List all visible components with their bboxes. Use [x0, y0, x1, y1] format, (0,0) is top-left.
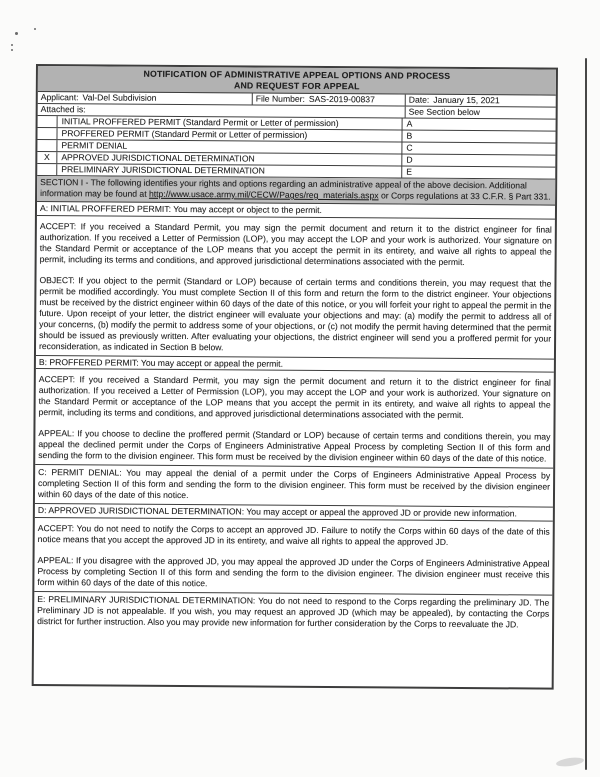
- section1-header: [37, 176, 555, 205]
- option-code-c: C: [406, 142, 413, 153]
- form-title: [38, 66, 556, 96]
- option-label-d: APPROVED JURISDICTIONAL DETERMINATION: [57, 152, 402, 165]
- section-d-accept: ACCEPT: You do not need to notify the Corps to accept an approved JD. Failure to notify the Corps within 60 days of the date of this notice means that you accept the approved JD in its entirety, and waive all rights to appeal the approved JD.: [37, 523, 550, 548]
- section-a-body: [36, 216, 555, 360]
- attached-note: See Section below: [408, 106, 480, 118]
- applicant-cell: [38, 92, 253, 105]
- option-checkbox-b: [37, 128, 57, 139]
- option-checkbox-d-marked: X: [37, 152, 57, 163]
- section1-text-pre: SECTION I - The following identifies your rights and options regarding an administrative appeal of the above decision. Additional information may be found at: [40, 177, 527, 199]
- section-d-heading: D: APPROVED JURISDICTIONAL DETERMINATION: You may accept or appeal the approved JD or provide new information.: [35, 504, 553, 521]
- scan-smudge: [556, 756, 585, 768]
- section-e: [34, 592, 552, 634]
- option-label-e: PRELIMINARY JURISDICTIONAL DETERMINATION: [57, 164, 402, 177]
- applicant-value: Val-Del Subdivision: [82, 92, 157, 104]
- option-checkbox-a: [38, 116, 58, 127]
- section-a-heading: A: INITIAL PROFFERED PERMIT: You may accept or object to the permit.: [37, 202, 555, 219]
- section1-text-post: or Corps regulations at 33 C.F.R. § Part 331.: [378, 190, 551, 202]
- section-b-heading: B: PROFFERED PERMIT: You may accept or appeal the permit.: [36, 356, 554, 373]
- form-title-line2: AND REQUEST FOR APPEAL: [233, 79, 360, 91]
- option-code-b: B: [406, 130, 413, 141]
- file-number-cell: [253, 94, 406, 106]
- form-title-line1: NOTIFICATION OF ADMINISTRATIVE APPEAL OPTIONS AND PROCESS: [143, 68, 451, 81]
- section-d-body: [34, 518, 553, 596]
- attached-label: Attached is:: [38, 104, 406, 118]
- option-label-b: PROFFERED PERMIT (Standard Permit or Letter of permission): [57, 128, 402, 141]
- scan-artifact-dot: [11, 49, 13, 51]
- file-number-value: SAS-2019-00837: [308, 94, 375, 105]
- section-c: [35, 465, 553, 508]
- section-a-object: OBJECT: If you object to the permit (Standard or LOP) because of certain terms and conditions therein, you may request that the permit be modified accordingly. You must complete Section II of this form and return the form to the district engineer. Your objections must be received by the district engineer within 60 days of the date of this notice, or you will forfeit your right to appeal the permit in the future. Upon receipt of your letter, the district engineer will evaluate your objections and may: (a) modify the permit to address all of your concerns, (b) modify the permit to address some of your objections, or (c) not modify the permit having determined that the permit should be issued as previously written. After evaluating your objections, the district engineer will send you a proffered permit for your reconsideration, as indicated in Section B below.: [38, 274, 552, 352]
- date-value: January 15, 2021: [433, 94, 500, 106]
- scan-artifact-dot: [34, 28, 36, 30]
- date-label: Date:: [408, 94, 430, 105]
- reg-materials-link: http://www.usace.army.mil/CECW/Pages/reg_materials.aspx: [148, 188, 379, 201]
- option-code-d: D: [406, 154, 413, 165]
- file-number-label: File Number:: [255, 93, 305, 105]
- blank-area: [34, 630, 552, 688]
- option-label-c: PERMIT DENIAL: [57, 140, 402, 153]
- section-e-text: E: PRELIMINARY JURISDICTIONAL DETERMINATION: You do not need to respond to the Corps regarding the preliminary JD. The Preliminary JD is not appealable. If you wish, you may request an approved JD (which may be appealed), by contacting the Corps district for further instruction. Also you may provide new information for further consideration by the Corps to reevaluate the JD.: [37, 594, 550, 630]
- option-checkbox-c: [37, 140, 57, 151]
- section-a-accept: ACCEPT: If you received a Standard Permit, you may sign the permit document and return it to the district engineer for final authorization. If you received a Letter of Permission (LOP), you may accept the LOP and your work is authorized. Your signature on the Standard Permit or acceptance of the LOP means that you accept the permit in its entirety, and waive all rights to appeal the permit, including its terms and conditions, and approved jurisdictional determinations associated with the permit.: [39, 220, 552, 267]
- section-b-body: [35, 369, 554, 469]
- section-b-accept: ACCEPT: If you received a Standard Permit, you may sign the permit document and return it to the district engineer for final authorization. If you received a Letter of Permission (LOP), you may accept the LOP and your work is authorized. Your signature on the Standard Permit or acceptance of the LOP means that you accept the permit in its entirety, and waive all rights to appeal the permit, including its terms and conditions, and approved jurisdictional determinations associated with the permit.: [38, 374, 551, 421]
- scan-artifact-dot: [11, 44, 13, 46]
- date-cell: [406, 95, 556, 107]
- appeal-form: [32, 64, 558, 690]
- section-b-appeal: APPEAL: If you choose to decline the proffered permit (Standard or LOP) because of certain terms and conditions therein, you may appeal the declined permit under the Corps of Engineers Administrative Appeal Process by completing Section II of this form and sending the form to the division engineer. This form must be received by the division engineer within 60 days of the date of this notice.: [38, 428, 551, 464]
- scan-edge-line: [585, 58, 587, 770]
- section-d-appeal: APPEAL: If you disagree with the approved JD, you may appeal the approved JD under the Corps of Engineers Administrative Appeal Process by completing Section II of this form and sending the form to the division engineer. The division engineer must receive this form within 60 days of the date of this notice.: [37, 555, 550, 589]
- section-c-text: C: PERMIT DENIAL: You may appeal the denial of a permit under the Corps of Engineers Administrative Appeal Process by completing Section II of this form and sending the form to the division engineer. This form must be received by the division engineer within 60 days of the date of this notice.: [37, 467, 551, 501]
- option-label-a: INITIAL PROFFERED PERMIT (Standard Permit or Letter of permission): [58, 116, 403, 129]
- option-code-a: A: [406, 118, 413, 129]
- scan-artifact-dot: [15, 32, 18, 35]
- option-code-e: E: [406, 166, 413, 177]
- option-checkbox-e: [37, 164, 57, 175]
- applicant-label: Applicant:: [40, 92, 79, 103]
